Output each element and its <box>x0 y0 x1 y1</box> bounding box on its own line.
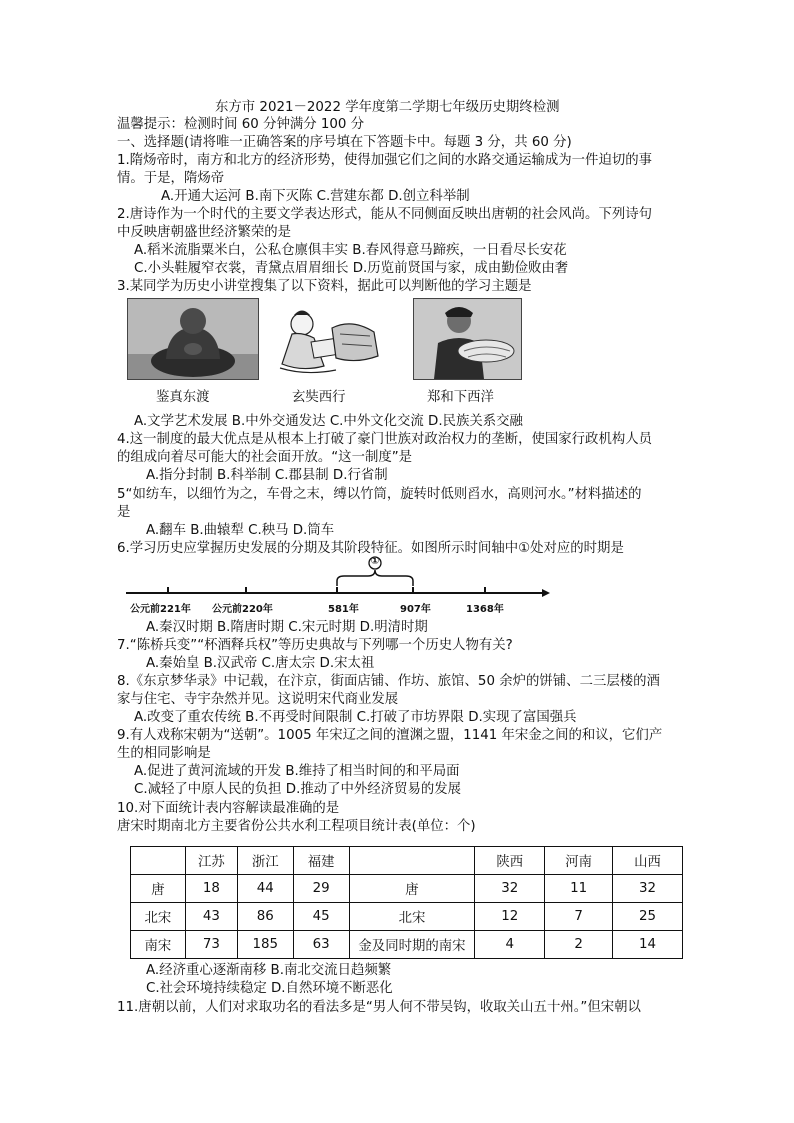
caption-xuanzang: 玄奘西行 <box>292 390 346 405</box>
header-cell: 河南 <box>545 847 613 875</box>
table-cell: 43 <box>185 903 237 931</box>
timeline-brace <box>337 570 413 586</box>
exam-tip: 温馨提示：检测时间 60 分钟满分 100 分 <box>117 117 365 132</box>
table-cell: 南宋 <box>131 931 186 959</box>
zhenghe-portrait <box>413 298 522 380</box>
timeline-label-1368: 1368年 <box>466 604 504 615</box>
table-row <box>131 903 683 931</box>
q9-stem-line1: 9.有人戏称宋朝为“送朝”。1005 年宋辽之间的澶渊之盟，1141 年宋金之间的和议，它们产 <box>117 728 663 743</box>
xuanzang-illustration <box>266 298 397 378</box>
timeline-arrowhead <box>542 589 550 597</box>
timeline-marker-label: ① <box>370 556 380 567</box>
water-project-table <box>130 846 683 959</box>
section-heading: 一、选择题(请将唯一正确答案的序号填在下答题卡中。每题 3 分，共 60 分) <box>117 135 572 150</box>
page-title: 东方市 2021－2022 学年度第二学期七年级历史期终检测 <box>215 100 560 115</box>
q1-stem-line2: 情。于是，隋炀帝 <box>117 171 225 186</box>
q1-stem-line1: 1.隋炀帝时，南方和北方的经济形势，使得加强它们之间的水路交通运输成为一件迫切的事 <box>117 153 653 168</box>
table-cell: 唐 <box>349 875 475 903</box>
q10-options-row2: C.社会环境持续稳定 D.自然环境不断恶化 <box>146 981 393 996</box>
table-cell: 73 <box>185 931 237 959</box>
table-cell: 63 <box>293 931 349 959</box>
table-row <box>131 875 683 903</box>
q3-options: A.文学艺术发展 B.中外交通发达 C.中外文化交流 D.民族关系交融 <box>134 414 523 429</box>
q10-options-row1: A.经济重心逐渐南移 B.南北交流日趋频繁 <box>146 963 392 978</box>
timeline-label-581: 581年 <box>328 604 359 615</box>
table-cell: 44 <box>237 875 293 903</box>
header-cell <box>131 847 186 875</box>
header-cell: 浙江 <box>237 847 293 875</box>
table-cell: 185 <box>237 931 293 959</box>
table-cell: 32 <box>475 875 545 903</box>
jianzhen-statue-photo <box>127 298 259 380</box>
q7-options: A.秦始皇 B.汉武帝 C.唐太宗 D.宋太祖 <box>146 656 375 671</box>
q8-stem-line1: 8.《东京梦华录》中记载，在汴京，街面店铺、作坊、旅馆、50 余炉的饼铺、二三层楼的酒 <box>117 674 660 689</box>
q1-options: A.开通大运河 B.南下灭陈 C.营建东都 D.创立科举制 <box>161 189 470 204</box>
table-cell: 4 <box>475 931 545 959</box>
q2-options-row2: C.小头鞋履窄衣裳，青黛点眉眉细长 D.历览前贤国与家，成由勤俭败由奢 <box>134 261 569 276</box>
q8-options: A.改变了重农传统 B.不再受时间限制 C.打破了市坊界限 D.实现了富国强兵 <box>134 710 577 725</box>
table-row <box>131 931 683 959</box>
table-cell: 86 <box>237 903 293 931</box>
table-cell: 7 <box>545 903 613 931</box>
table-header-row <box>131 847 683 875</box>
timeline-label-221bc: 公元前221年 <box>130 604 191 615</box>
q10-stem: 10.对下面统计表内容解读最准确的是 <box>117 801 340 816</box>
timeline-label-907: 907年 <box>400 604 431 615</box>
table-cell: 32 <box>613 875 683 903</box>
q6-stem: 6.学习历史应掌握历史发展的分期及其阶段特征。如图所示时间轴中①处对应的时期是 <box>117 541 624 556</box>
q5-stem-line2: 是 <box>117 505 131 520</box>
q4-stem-line2: 的组成向着尽可能大的社会面开放。“这一制度”是 <box>117 450 413 465</box>
q5-options: A.翻车 B.曲辕犁 C.秧马 D.筒车 <box>146 523 335 538</box>
q6-options: A.秦汉时期 B.隋唐时期 C.宋元时期 D.明清时期 <box>146 620 428 635</box>
q2-options-row1: A.稻米流脂粟米白，公私仓廪俱丰实 B.春风得意马蹄疾，一日看尽长安花 <box>134 243 567 258</box>
header-cell: 江苏 <box>185 847 237 875</box>
table-cell: 北宋 <box>131 903 186 931</box>
table-cell: 18 <box>185 875 237 903</box>
table-cell: 14 <box>613 931 683 959</box>
q9-options-row2: C.减轻了中原人民的负担 D.推动了中外经济贸易的发展 <box>134 782 462 797</box>
q4-options: A.指分封制 B.科举制 C.郡县制 D.行省制 <box>146 468 388 483</box>
q4-stem-line1: 4.这一制度的最大优点是从根本上打破了豪门世族对政治权力的垄断，使国家行政机构人员 <box>117 432 653 447</box>
table-cell: 45 <box>293 903 349 931</box>
table-cell: 2 <box>545 931 613 959</box>
q11-stem-line1: 11.唐朝以前，人们对求取功名的看法多是“男人何不带吴钩，收取关山五十州。”但宋朝以 <box>117 1000 641 1015</box>
header-cell: 山西 <box>613 847 683 875</box>
q2-stem-line2: 中反映唐朝盛世经济繁荣的是 <box>117 225 292 240</box>
q9-options-row1: A.促进了黄河流域的开发 B.维持了相当时间的和平局面 <box>134 764 460 779</box>
q8-stem-line2: 家与住宅、寺宇杂然并见。这说明宋代商业发展 <box>117 692 399 707</box>
table-cell: 12 <box>475 903 545 931</box>
timeline-label-220bc: 公元前220年 <box>212 604 273 615</box>
table-cell: 11 <box>545 875 613 903</box>
q3-stem: 3.某同学为历史小讲堂搜集了以下资料，据此可以判断他的学习主题是 <box>117 279 532 294</box>
table-caption: 唐宋时期南北方主要省份公共水利工程项目统计表(单位：个) <box>117 819 476 834</box>
table-cell: 25 <box>613 903 683 931</box>
q5-stem-line1: 5“如纺车，以细竹为之，车骨之末，缚以竹筒，旋转时低则舀水，高则河水。”材料描述的 <box>117 487 642 502</box>
header-cell <box>349 847 475 875</box>
table-cell: 29 <box>293 875 349 903</box>
table-cell: 北宋 <box>349 903 475 931</box>
caption-jianzhen: 鉴真东渡 <box>156 390 210 405</box>
header-cell: 陕西 <box>475 847 545 875</box>
table-cell: 金及同时期的南宋 <box>349 931 475 959</box>
caption-zhenghe: 郑和下西洋 <box>427 390 494 405</box>
table-cell: 唐 <box>131 875 186 903</box>
q9-stem-line2: 生的相同影响是 <box>117 746 211 761</box>
q2-stem-line1: 2.唐诗作为一个时代的主要文学表达形式，能从不同侧面反映出唐朝的社会风尚。下列诗句 <box>117 207 653 222</box>
header-cell: 福建 <box>293 847 349 875</box>
q7-stem: 7.“陈桥兵变”“杯酒释兵权”等历史典故与下列哪一个历史人物有关? <box>117 638 513 653</box>
